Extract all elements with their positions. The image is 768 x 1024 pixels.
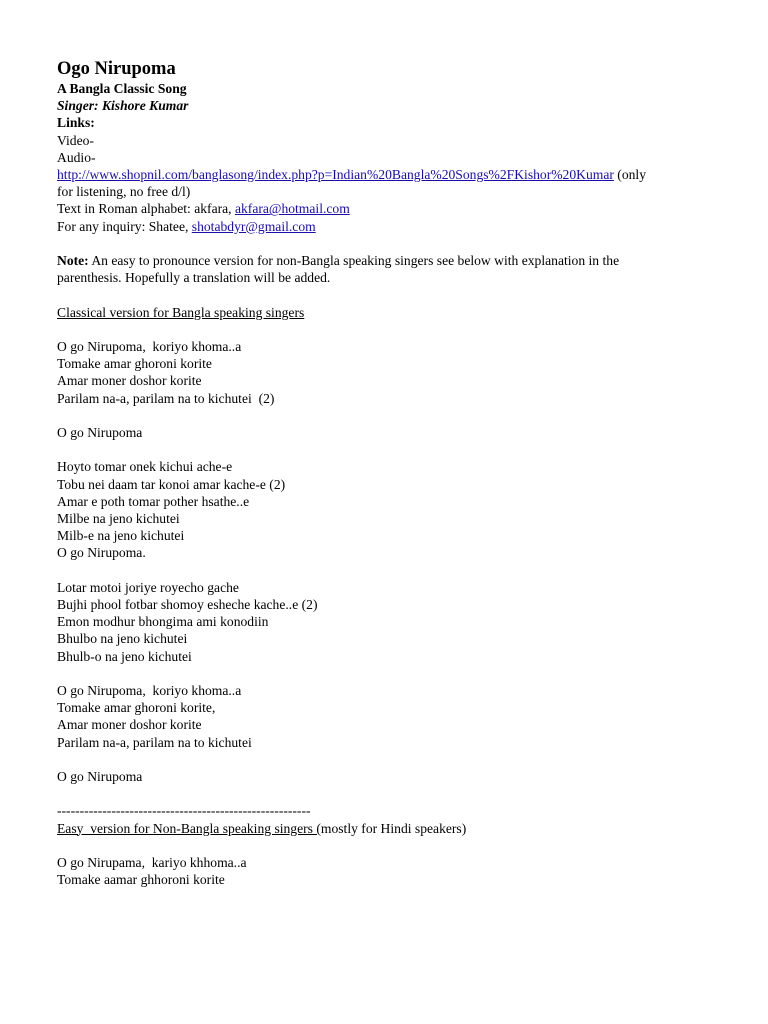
- lyric-line: O go Nirupoma, koriyo khoma..a: [57, 339, 242, 354]
- lyric-line: Bhulb-o na jeno kichutei: [57, 648, 192, 664]
- roman-credit-text: Text in Roman alphabet: akfara,: [57, 201, 235, 217]
- easy-heading-rest: mostly for Hindi speakers): [320, 820, 467, 836]
- singer-line: Singer: Kishore Kumar: [57, 98, 189, 114]
- song-subtitle: A Bangla Classic Song: [57, 81, 187, 96]
- document-page: [57, 58, 737, 888]
- shopnil-link-line: [57, 166, 737, 183]
- lyric-line: Milbe na jeno kichutei: [57, 511, 180, 526]
- note-line: [57, 252, 737, 269]
- spacer: [57, 235, 737, 252]
- stanza-spacer: [57, 562, 737, 579]
- lyric-line: Tomake amar ghoroni korite: [57, 356, 212, 372]
- stanza-spacer: [57, 321, 737, 338]
- video-label: Video-: [57, 132, 94, 148]
- lyric-line: Tobu nei daam tar konoi amar kache-e (2): [57, 476, 286, 492]
- lyric-line: Bhulbo na jeno kichutei: [57, 631, 188, 647]
- lyric-line: Hoyto tomar onek kichui ache-e: [57, 459, 233, 475]
- song-title: Ogo Nirupoma: [57, 59, 176, 79]
- note-line-2: parenthesis. Hopefully a translation will be added.: [57, 270, 331, 286]
- lyric-line: Amar moner doshor korite: [57, 373, 202, 389]
- shopnil-link[interactable]: http://www.shopnil.com/banglasong/index.php?p=Indian%20Bangla%20Songs%2FKishor%20Kumar: [57, 167, 614, 183]
- inquiry-text: For any inquiry: Shatee,: [57, 218, 192, 234]
- lyric-line: O go Nirupoma.: [57, 545, 146, 561]
- note-label: Note:: [57, 253, 89, 269]
- lyric-line: Milb-e na jeno kichutei: [57, 528, 185, 544]
- lyric-line: Lotar motoi joriye royecho gache: [57, 579, 239, 595]
- stanza-spacer: [57, 751, 737, 768]
- stanza-spacer: [57, 407, 737, 424]
- lyric-line: O go Nirupoma: [57, 769, 143, 784]
- separator-line: --------------------------------------------------------: [57, 803, 311, 819]
- lyric-line: O go Nirupoma, koriyo khoma..a: [57, 683, 242, 698]
- lyric-line: O go Nirupoma: [57, 425, 143, 440]
- lyric-line: O go Nirupama, kariyo khhoma..a: [57, 854, 247, 870]
- stanza-spacer: [57, 785, 737, 802]
- shopnil-note: (only: [613, 167, 646, 183]
- inquiry-email-link[interactable]: shotabdyr@gmail.com: [191, 218, 316, 234]
- spacer: [57, 837, 737, 854]
- inquiry-line: [57, 218, 737, 235]
- stanza-spacer: [57, 665, 737, 682]
- lyric-line: Parilam na-a, parilam na to kichutei (2): [57, 390, 275, 406]
- roman-email-link[interactable]: akfara@hotmail.com: [234, 201, 350, 217]
- easy-heading: [57, 820, 737, 837]
- audio-label: Audio-: [57, 149, 96, 165]
- links-label: Links:: [57, 115, 95, 131]
- lyric-line: Parilam na-a, parilam na to kichutei: [57, 734, 252, 750]
- easy-heading-underlined: Easy version for Non-Bangla speaking singers (: [57, 820, 321, 836]
- roman-credit-line: [57, 200, 737, 217]
- classical-lyrics: [57, 321, 737, 803]
- lyric-line: Tomake aamar ghhoroni korite: [57, 872, 225, 888]
- spacer: [57, 286, 737, 303]
- shopnil-note-line: for listening, no free d/l): [57, 184, 191, 200]
- lyric-line: Tomake amar ghoroni korite,: [57, 700, 216, 716]
- stanza-spacer: [57, 441, 737, 458]
- lyric-line: Emon modhur bhongima ami konodiin: [57, 614, 269, 630]
- lyric-line: Bujhi phool fotbar shomoy esheche kache..e (2): [57, 597, 318, 612]
- lyric-line: Amar moner doshor korite: [57, 717, 202, 733]
- classical-heading: Classical version for Bangla speaking singers: [57, 304, 305, 320]
- note-text: An easy to pronounce version for non-Bangla speaking singers see below with explanation in the: [88, 253, 620, 269]
- lyric-line: Amar e poth tomar pother hsathe..e: [57, 493, 250, 509]
- easy-lyrics: [57, 854, 737, 888]
